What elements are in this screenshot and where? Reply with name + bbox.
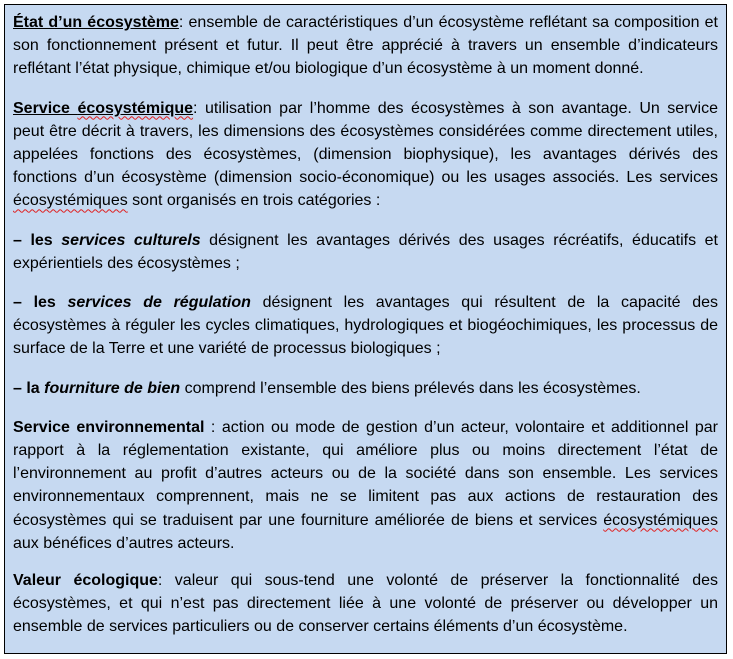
definition-text: : ensemble de caractéristiques d’un écosystème reflétant sa composition et son fonctionnement présent et futur. Il peut être apprécié à travers un ensemble d’indicateurs reflétant l’état physique, chimique et/ou biologique d’un écosystème à un moment donné. xyxy=(13,14,719,78)
definition-text: : utilisation par l’homme des écosystèmes à son avantage. Un service peut être décrit à travers, les dimensions des écosystèmes considérées comme directement utiles, appelées fonctions des écosystèmes, (dimension biophysique), les avantages dérivés des fonctions d’un écosystème (dimension socio-économique) ou les usages associés. Les services xyxy=(13,99,718,187)
bullet-prefix: – la xyxy=(13,379,45,397)
term: fourniture de bien xyxy=(44,379,181,397)
term: services de régulation xyxy=(67,294,251,312)
definition-text: désignent les avantages dérivés des usages récréatifs, éducatifs et expérientiels des écosystèmes ; xyxy=(13,231,719,272)
definition-text: aux bénéfices d’autres acteurs. xyxy=(13,534,235,552)
bullet-prefix: – les xyxy=(13,294,68,312)
term-part: Service xyxy=(13,99,78,117)
definition-text: comprend l’ensemble des biens prélevés dans les écosystèmes. xyxy=(180,379,641,397)
definition-service-environnemental xyxy=(13,416,718,555)
spellcheck-word: écosystémiques xyxy=(13,192,128,210)
category-fourniture-bien xyxy=(13,377,718,400)
definition-text: : action ou mode de gestion d’un acteur, volontaire et additionnel par rapport à la réglementation existante, qui améliore plus ou moins directement l’état de l’environnement au profit d’autres acteurs ou de la société dans son ensemble. Les services environnementaux comprennent, mais ne se limitent pas aux actions de restauration des écosystèmes qui se traduisent par une fourniture améliorée de biens et services xyxy=(13,418,719,529)
definition-etat-ecosysteme xyxy=(13,11,718,81)
term: Valeur écologique xyxy=(13,572,158,590)
definitions-box xyxy=(4,4,727,654)
definition-text: désignent les avantages qui résultent de la capacité des écosystèmes à réguler les cycles climatiques, hydrologiques et biogéochimiques, les processus de surface de la Terre et une variété de processus biologiques ; xyxy=(13,294,719,358)
spellcheck-word: écosystémiques xyxy=(603,511,718,529)
category-services-culturels xyxy=(13,229,718,275)
bullet-prefix: – les xyxy=(13,231,62,249)
definition-service-ecosystemique xyxy=(13,97,718,213)
definition-valeur-ecologique xyxy=(13,569,718,639)
category-services-regulation xyxy=(13,291,718,361)
term: État d’un écosystème xyxy=(13,14,179,31)
term-part-spellcheck: écosystémique xyxy=(77,99,194,117)
definition-text: sont organisés en trois catégories : xyxy=(127,192,381,210)
term: services culturels xyxy=(61,231,201,249)
term xyxy=(13,100,193,117)
definition-text: : valeur qui sous-tend une volonté de préserver la fonctionnalité des écosystèmes, et qui n’est pas directement liée à une volonté de préserver ou développer un ensemble de services particuliers ou de conserver certains éléments d’un écosystème. xyxy=(13,572,719,636)
term: Service environnemental xyxy=(13,418,205,436)
